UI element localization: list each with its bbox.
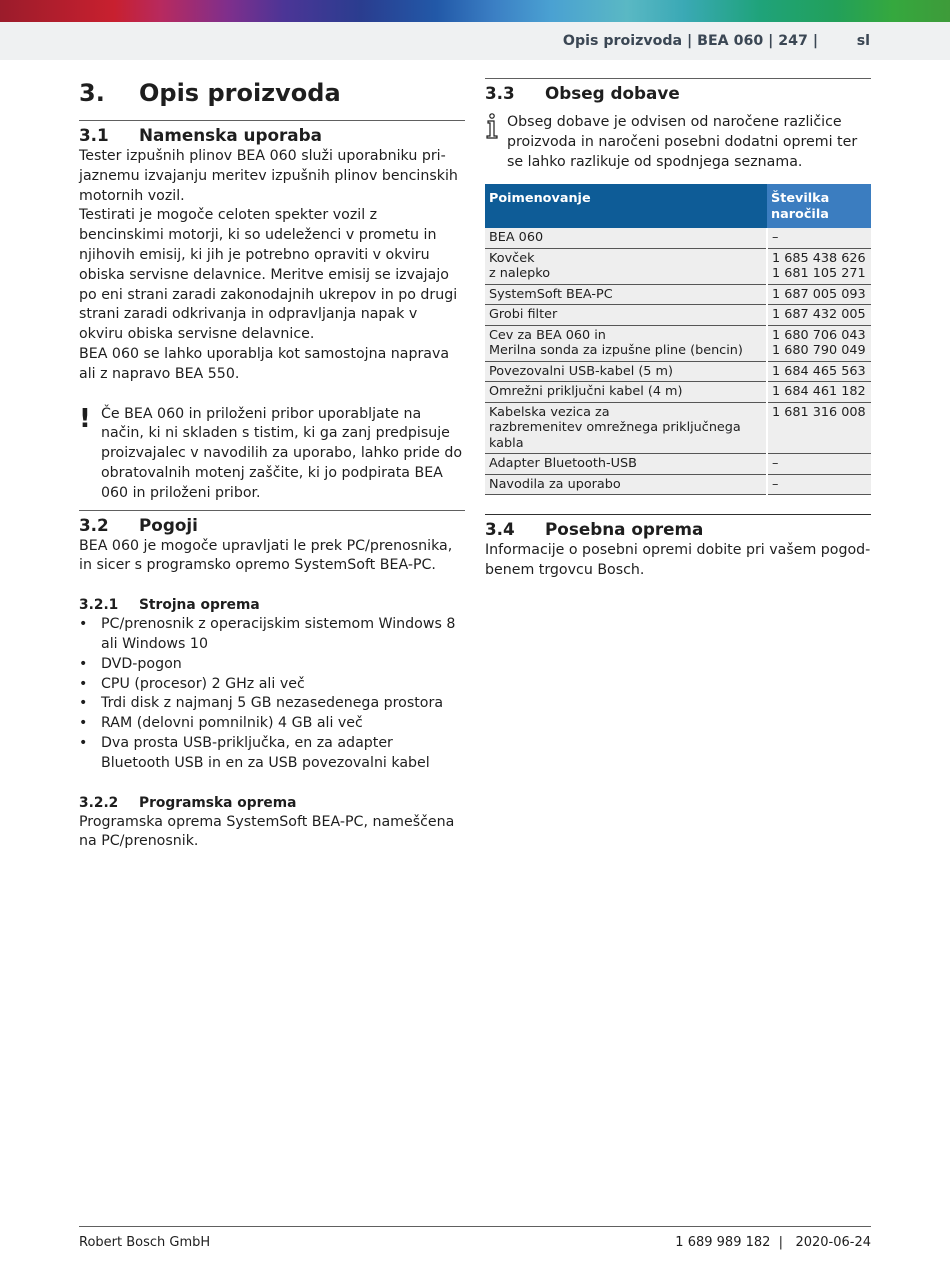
delivery-table <box>485 184 871 495</box>
cell-order-number: 1 687 005 093 <box>767 284 871 305</box>
footer-doc-info: 1 689 989 182 | 2020-06-24 <box>675 1235 871 1250</box>
info-text: Obseg dobave je odvisen od naročene različice proizvoda in naročeni posebni dodatni opremi ter se lahko razlikuje od spodnjega seznama. <box>507 114 858 170</box>
exclamation-icon: ! <box>79 403 91 434</box>
cell-name: Kovček z nalepko <box>485 248 767 284</box>
warning-note <box>79 405 465 504</box>
subsection-number: 3.2.1 <box>79 597 119 614</box>
list-item: • RAM (delovni pomnilnik) 4 GB ali več <box>79 714 465 734</box>
section-title: Obseg dobave <box>545 83 680 103</box>
footer-rule <box>79 1226 871 1227</box>
list-item: • Dva prosta USB-priključka, en za adapter Bluetooth USB in en za USB povezovalni kabel <box>79 734 465 774</box>
subsection-title: Strojna oprema <box>139 597 260 614</box>
cell-order-number: 1 687 432 005 <box>767 305 871 326</box>
paragraph: Informacije o posebni opremi dobite pri vašem pogodbenem trgovcu Bosch. <box>485 542 871 579</box>
cell-order-number: – <box>767 474 871 495</box>
section-title: Posebna oprema <box>545 519 704 540</box>
cell-order-number: – <box>767 454 871 475</box>
table-row <box>485 284 871 305</box>
subsection-title: Programska oprema <box>139 794 297 811</box>
table-row <box>485 361 871 382</box>
table-row <box>485 382 871 403</box>
cell-name: BEA 060 <box>485 228 767 248</box>
cell-name: Adapter Bluetooth-USB <box>485 454 767 475</box>
table-row <box>485 454 871 475</box>
section-rule <box>79 510 465 511</box>
column-header-name: Poimenovanje <box>485 184 767 228</box>
section-title: Pogoji <box>139 514 198 535</box>
language-code: sl <box>856 33 870 49</box>
cell-name: SystemSoft BEA-PC <box>485 284 767 305</box>
section-heading-3-4 <box>485 517 871 541</box>
list-item: • CPU (procesor) 2 GHz ali več <box>79 675 465 695</box>
cell-name: Cev za BEA 060 in Merilna sonda za izpušne pline (bencin) <box>485 325 767 361</box>
section-rule <box>485 514 871 515</box>
cell-name: Omrežni priključni kabel (4 m) <box>485 382 767 403</box>
section-rule <box>79 120 465 121</box>
subsection-number: 3.2.2 <box>79 794 119 811</box>
list-item: • DVD-pogon <box>79 655 465 675</box>
cell-order-number: 1 684 461 182 <box>767 382 871 403</box>
subsection-heading-3-2-2 <box>79 794 465 813</box>
section-heading-3-2 <box>79 513 465 537</box>
section-title: Namenska uporaba <box>139 125 322 145</box>
left-column <box>79 72 465 852</box>
cell-name: Grobi filter <box>485 305 767 326</box>
table-header-row <box>485 184 871 228</box>
table-row <box>485 248 871 284</box>
section-number: 3.1 <box>79 125 109 145</box>
paragraph: Testirati je mogoče celoten spekter vozil z bencinskimi motorji, ki so udeleženci v prometu in njihovih emisij, ki jih je potrebno opraviti v okviru obiska servisne delavnice. Meritve emisij se izvajajo po eni strani zaradi zakonodajnih ukrepov in po drugi strani zaradi odkrivanja in odpravljanja napak v okviru obiska servisne delavnice. <box>79 207 458 343</box>
footer-company: Robert Bosch GmbH <box>79 1235 211 1250</box>
chapter-title: Opis proizvoda <box>139 79 341 107</box>
running-header: Opis proizvoda | BEA 060 | 247 | <box>562 33 818 49</box>
column-header-order-number: Številka naročila <box>767 184 871 228</box>
info-icon <box>485 113 501 146</box>
subsection-heading-3-2-1 <box>79 596 465 615</box>
table-row <box>485 305 871 326</box>
table-body <box>485 228 871 495</box>
chapter-number: 3. <box>79 79 105 107</box>
cell-name: Kabelska vezica za razbremenitev omrežnega priključnega kabla <box>485 402 767 454</box>
paragraph: BEA 060 se lahko uporablja kot samostojna naprava ali z napravo BEA 550. <box>79 345 450 382</box>
section-rule <box>485 78 871 79</box>
right-column <box>485 72 871 581</box>
section-number: 3.4 <box>485 519 515 540</box>
paragraph: Programska oprema SystemSoft BEA-PC, nameščena na PC/prenosnik. <box>79 813 455 850</box>
section-heading-3-1 <box>79 123 465 147</box>
hardware-list <box>79 615 465 773</box>
cell-order-number: 1 684 465 563 <box>767 361 871 382</box>
chapter-heading <box>79 76 465 110</box>
cell-name: Povezovalni USB-kabel (5 m) <box>485 361 767 382</box>
table-row <box>485 325 871 361</box>
section-heading-3-3 <box>485 81 871 105</box>
cell-name: Navodila za uporabo <box>485 474 767 495</box>
cell-order-number: 1 680 706 043 1 680 790 049 <box>767 325 871 361</box>
section-number: 3.3 <box>485 83 515 103</box>
paragraph: BEA 060 je mogoče upravljati le prek PC/prenosnika, in sicer s programsko opremo SystemSoft BEA-PC. <box>79 537 453 574</box>
table-row <box>485 474 871 495</box>
list-item: • PC/prenosnik z operacijskim sistemom Windows 8 ali Windows 10 <box>79 615 465 655</box>
list-item: • Trdi disk z najmanj 5 GB nezasedenega prostora <box>79 694 465 714</box>
paragraph: Tester izpušnih plinov BEA 060 služi uporabniku prijaznemu izvajanju meritev izpušnih plinov bencinskih motornih vozil. <box>79 148 458 204</box>
cell-order-number: 1 681 316 008 <box>767 402 871 454</box>
warning-text: Če BEA 060 in priloženi pribor uporabljate na način, ki ni skladen s tistim, ki ga zanj predpisuje proizvajalec v navodilih za uporabo, lahko pride do obratovalnih motenj zaščite, ki jo podpirata BEA 060 in priloženi pribor. <box>101 405 463 501</box>
brand-color-bar <box>0 0 950 22</box>
table-row <box>485 228 871 248</box>
section-number: 3.2 <box>79 514 109 535</box>
info-note <box>485 113 871 172</box>
cell-order-number: – <box>767 228 871 248</box>
cell-order-number: 1 685 438 626 1 681 105 271 <box>767 248 871 284</box>
table-row <box>485 402 871 454</box>
